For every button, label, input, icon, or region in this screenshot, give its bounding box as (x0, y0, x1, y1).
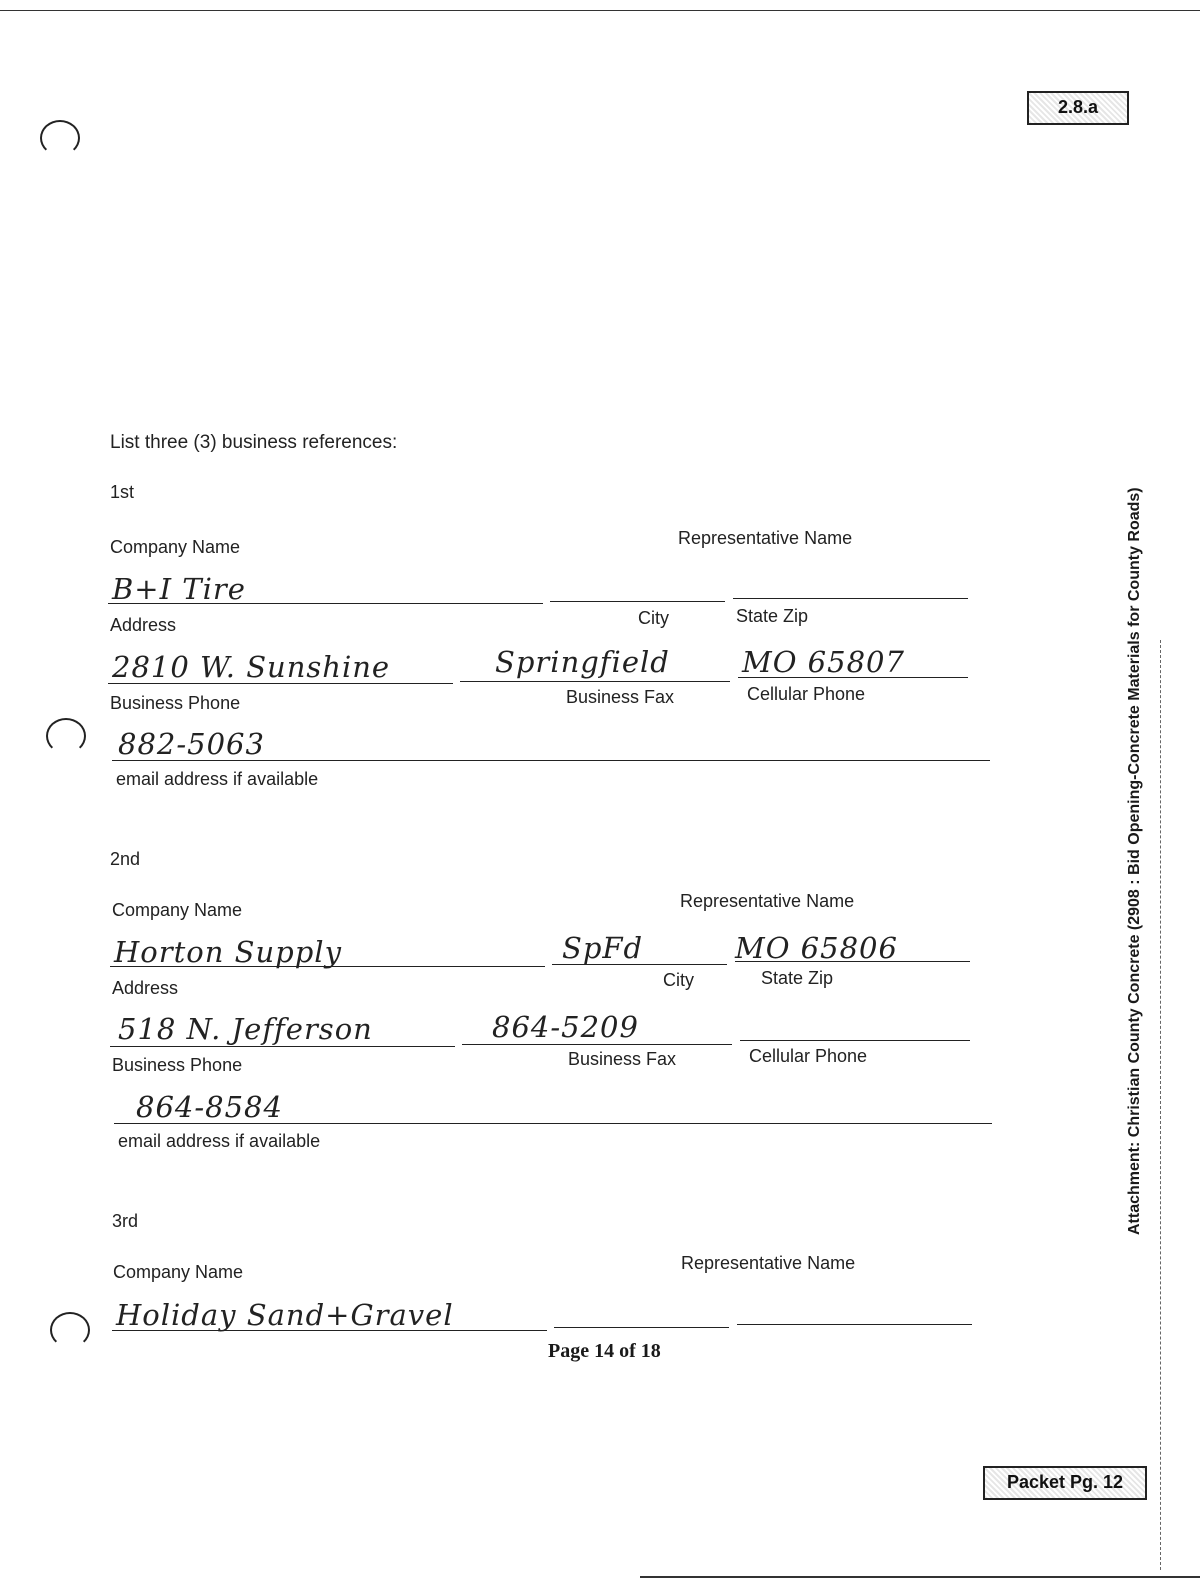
label-city-2: City (663, 970, 694, 990)
rule-representative-3 (554, 1327, 729, 1328)
ordinal-3: 3rd (112, 1211, 139, 1231)
rule-fax-2 (462, 1044, 732, 1045)
label-business-phone-1: Business Phone (110, 693, 241, 713)
business-phone-value-1: 882-5063 (118, 727, 265, 761)
label-representative-2: Representative Name (680, 891, 855, 911)
label-address-2: Address (112, 978, 179, 998)
references-intro: List three (3) business references: (110, 432, 398, 453)
rule-company-1 (108, 603, 543, 604)
label-cellular-phone-2: Cellular Phone (749, 1046, 868, 1066)
label-representative-3: Representative Name (681, 1253, 856, 1273)
packet-page-badge: Packet Pg. 12 (983, 1466, 1147, 1500)
binder-hole-top (40, 120, 80, 156)
rule-phone-2 (114, 1123, 992, 1124)
business-phone-value-2: 864-8584 (136, 1090, 283, 1124)
city-value-2: SpFd (562, 931, 644, 965)
rule-representative-3b (737, 1324, 972, 1325)
label-state-zip-2: State Zip (761, 968, 834, 988)
label-state-zip-1: State Zip (736, 606, 809, 626)
rule-address-2 (110, 1046, 455, 1047)
rule-state-zip-2 (735, 961, 970, 962)
scan-edge-right (1160, 640, 1161, 1570)
company-value-1: B+I Tire (112, 572, 246, 606)
ordinal-1: 1st (110, 482, 135, 502)
state-zip-value-2: MO 65806 (735, 931, 898, 965)
rule-company-2 (110, 966, 545, 967)
rule-company-3 (112, 1330, 547, 1331)
rule-representative-1b (733, 598, 968, 599)
ordinal-2: 2nd (110, 849, 141, 869)
rule-city-1 (460, 681, 730, 682)
business-fax-value-2: 864-5209 (492, 1010, 639, 1044)
scan-edge-bottom (640, 1576, 1200, 1578)
label-city-1: City (638, 608, 669, 628)
address-value-1: 2810 W. Sunshine (112, 650, 391, 684)
attachment-badge: 2.8.a (1027, 91, 1129, 125)
city-value-1: Springfield (495, 645, 670, 679)
label-business-phone-2: Business Phone (112, 1055, 243, 1075)
label-representative-1: Representative Name (678, 528, 853, 548)
page-number: Page 14 of 18 (548, 1340, 661, 1362)
rule-representative-1 (550, 601, 725, 602)
address-value-2: 518 N. Jefferson (118, 1012, 373, 1046)
label-business-fax-2: Business Fax (568, 1049, 677, 1069)
binder-hole-middle (46, 718, 86, 754)
label-company-3: Company Name (113, 1262, 244, 1282)
company-value-2: Horton Supply (114, 935, 342, 969)
state-zip-value-1: MO 65807 (742, 645, 905, 679)
label-email-2: email address if available (118, 1131, 321, 1151)
rule-address-1 (108, 683, 453, 684)
label-email-1: email address if available (116, 769, 319, 789)
company-value-3: Holiday Sand+Gravel (116, 1298, 454, 1332)
label-address-1: Address (110, 615, 177, 635)
label-company-2: Company Name (112, 900, 243, 920)
rule-state-zip-1 (738, 677, 968, 678)
rule-city-2 (552, 964, 727, 965)
label-cellular-phone-1: Cellular Phone (747, 684, 866, 704)
rule-cellular-2 (740, 1040, 970, 1041)
label-business-fax-1: Business Fax (566, 687, 675, 707)
scan-edge-top (0, 10, 1200, 11)
attachment-sidebar-text: Attachment: Christian County Concrete (2908 : Bid Opening-Concrete Materials for County Roads) (1126, 487, 1143, 1235)
binder-hole-bottom (50, 1312, 90, 1348)
label-company-1: Company Name (110, 537, 241, 557)
rule-phone-1 (112, 760, 990, 761)
